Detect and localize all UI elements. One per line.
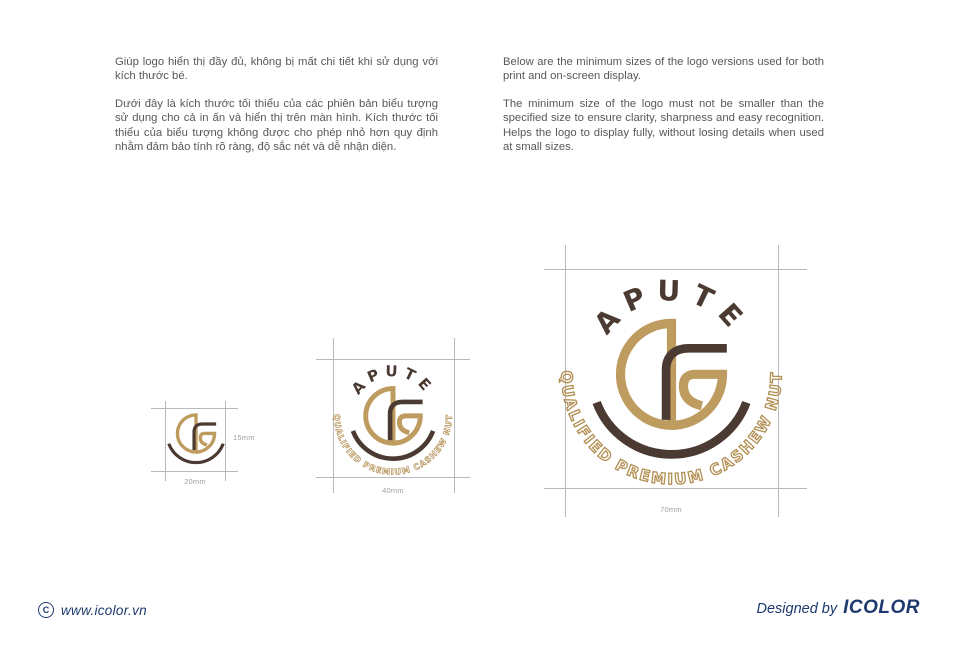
copyright-icon: C — [38, 602, 54, 618]
footer-copyright — [38, 600, 147, 620]
brand-arc-text: APUTE — [348, 362, 438, 398]
credit-brand: ICOLOR — [843, 597, 920, 618]
intro-en-paragraph-1: Below are the minimum sizes of the logo versions used for both print and on-screen display. — [503, 56, 824, 83]
size-label-height: 15mm — [233, 433, 255, 442]
g-letterform — [393, 416, 420, 443]
intro-column-vietnamese — [115, 55, 438, 167]
logo-badge-medium — [328, 360, 458, 481]
tagline-arc-text: QUALIFIED PREMIUM CASHEW NUT — [557, 370, 786, 489]
footer-credit — [757, 597, 921, 621]
g-letterform — [196, 433, 215, 452]
crop-guide-horizontal — [151, 408, 238, 409]
footer-website: www.icolor.vn — [61, 602, 147, 618]
intro-vi-paragraph-2: Dưới đây là kích thước tối thiểu của các phiên bản biểu tượng sử dụng cho cả in ấn và hiển thị trên màn hình. Kích thước tối thiểu của biểu tượng không được cho phép nhỏ hơn quy định nhằm đảm bảo tính rõ ràng, độ sắc nét và dễ nhận diện. — [115, 97, 438, 154]
size-label-width: 20mm — [184, 477, 206, 486]
intro-column-english — [503, 55, 824, 167]
size-label-width: 70mm — [660, 505, 682, 514]
g-letterform — [672, 374, 723, 425]
size-label-width: 40mm — [382, 486, 404, 495]
tagline-arc-text: QUALIFIED PREMIUM CASHEW NUT — [331, 413, 454, 477]
brand-arc-text: APUTE — [587, 274, 756, 341]
crop-guide-horizontal — [151, 471, 238, 472]
credit-prefix: Designed by — [756, 601, 838, 617]
logo-badge-large — [550, 270, 793, 496]
intro-en-paragraph-2: The minimum size of the logo must not be smaller than the specified size to ensure clarity, sharpness and easy recognition. Helps the logo to display fully, without losing details when used at small sizes. — [503, 97, 824, 154]
logo-mark-small — [166, 412, 226, 466]
intro-vi-paragraph-1: Giúp logo hiển thị đầy đủ, không bị mất chi tiết khi sử dụng với kích thước bé. — [115, 56, 438, 83]
